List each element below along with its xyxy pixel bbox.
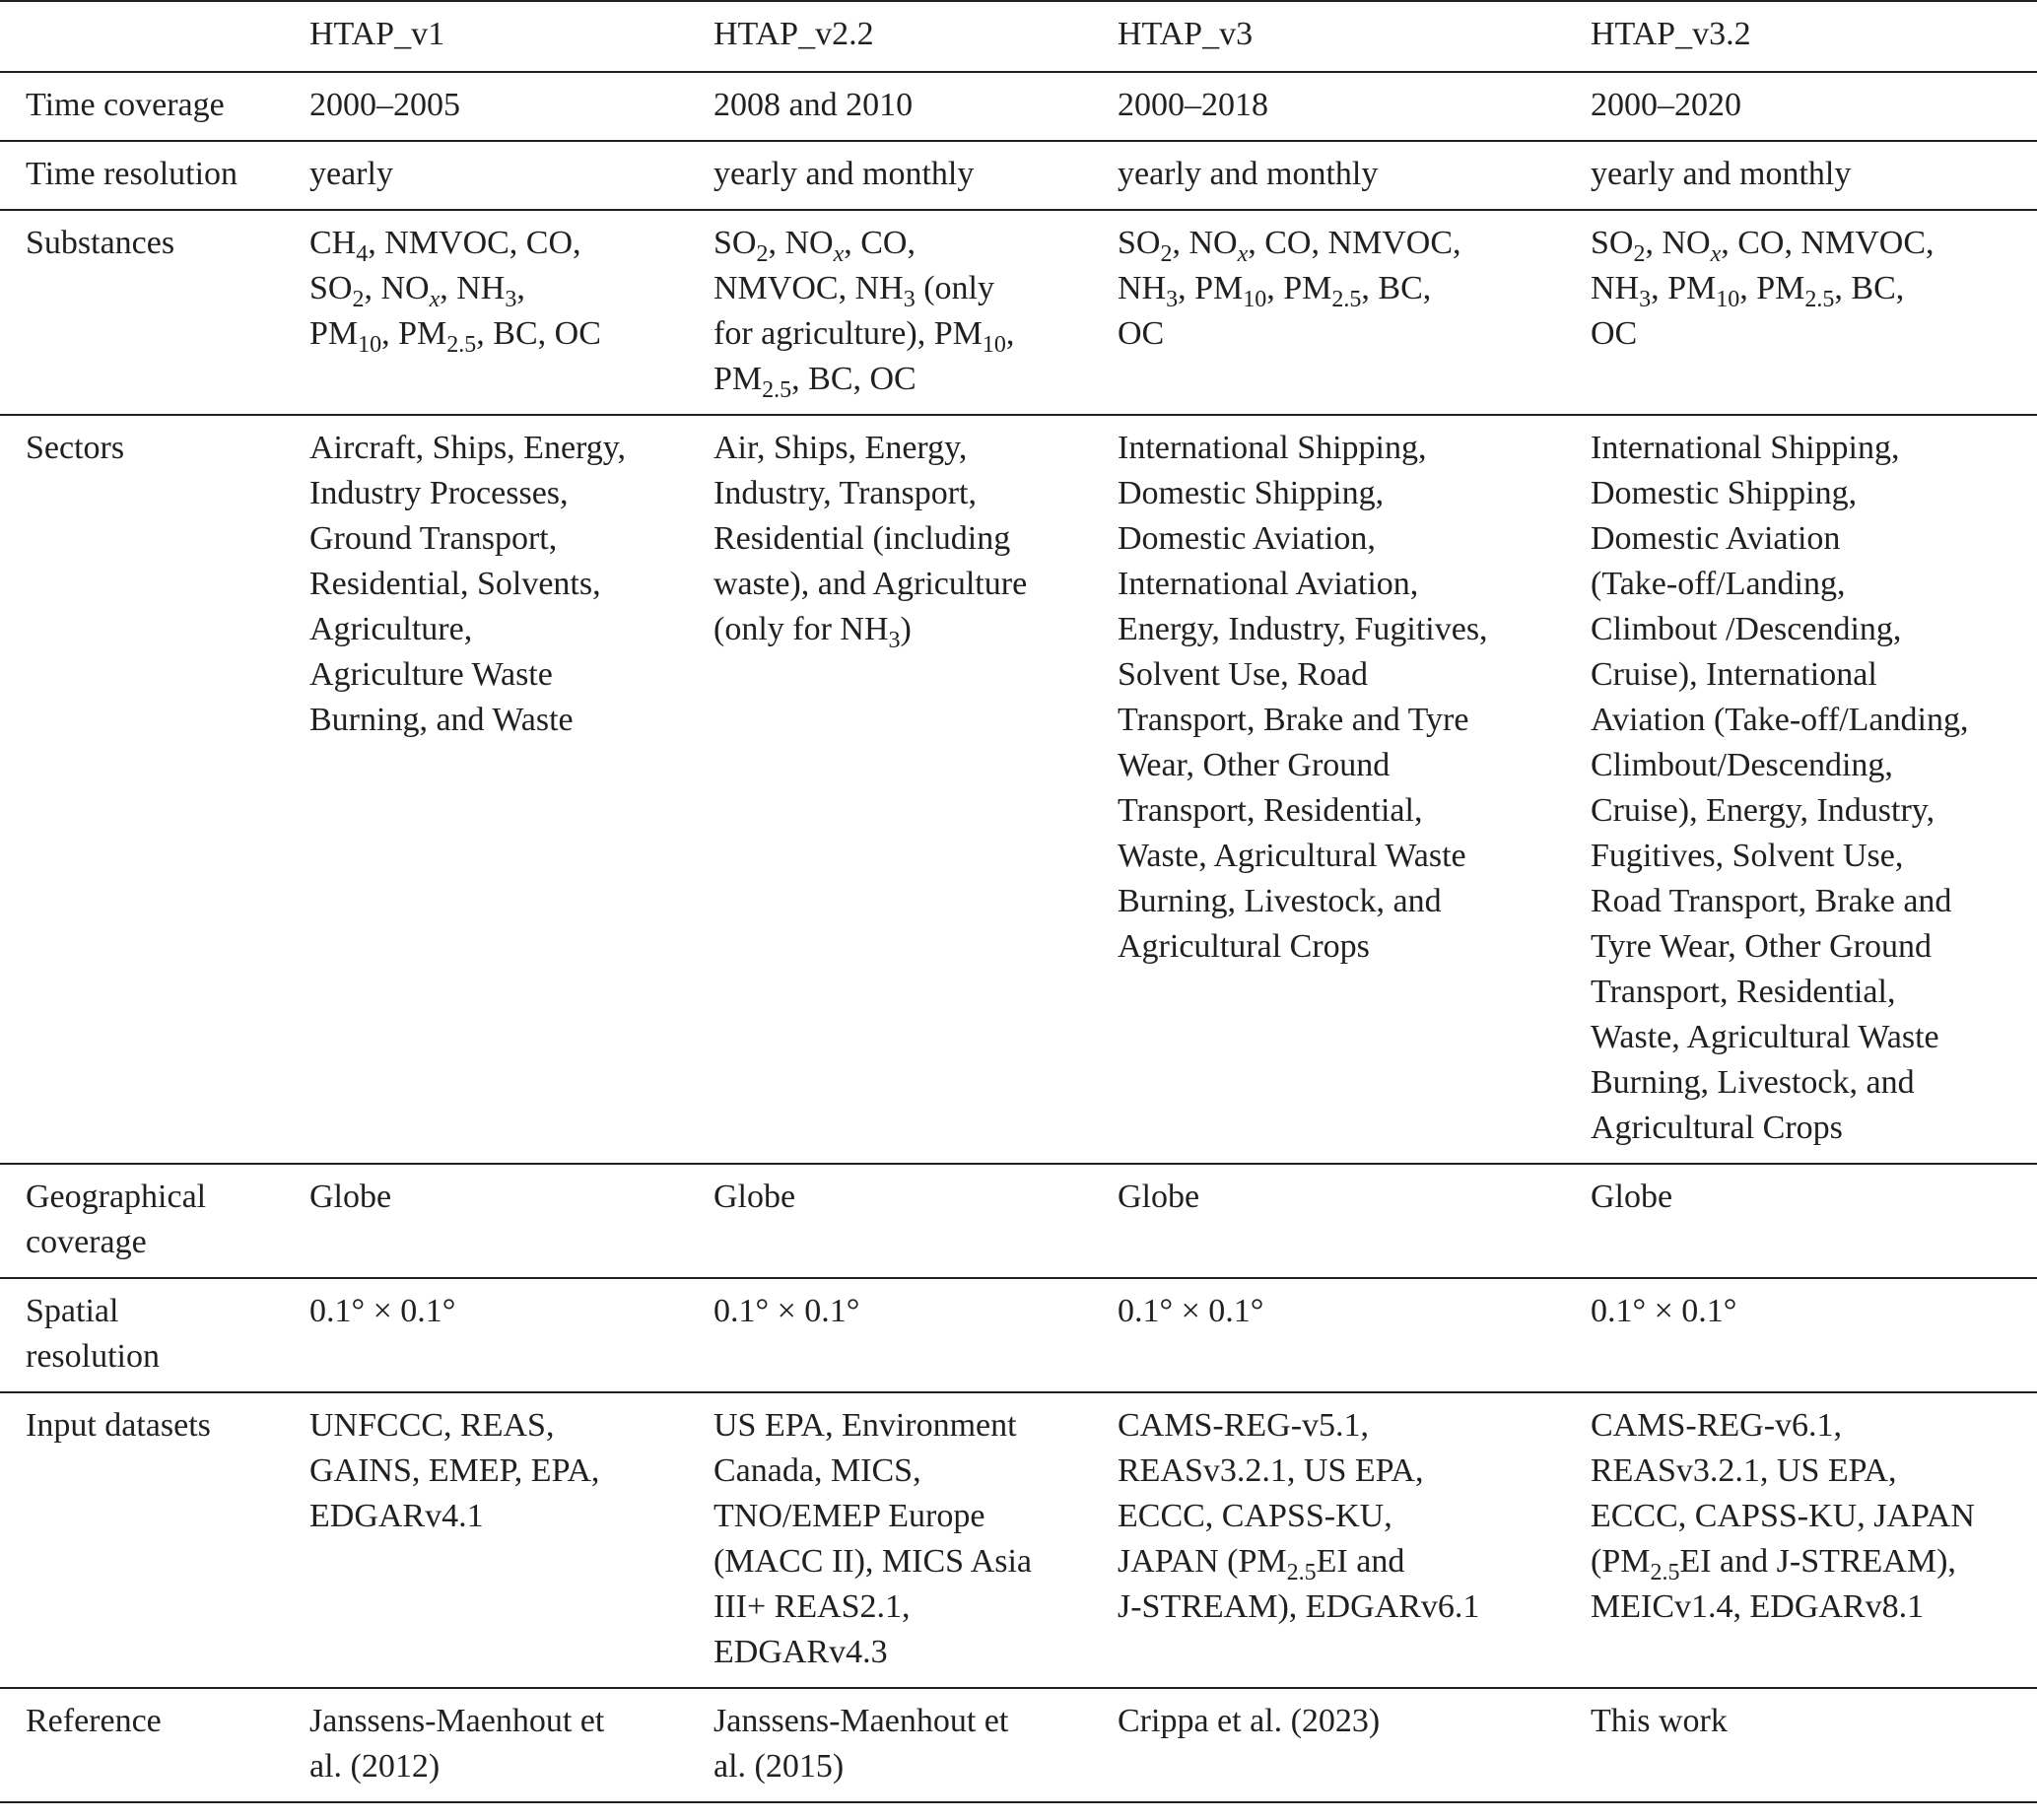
row-label: Substances (0, 210, 309, 415)
row-label: Time coverage (0, 72, 309, 141)
row-sectors (0, 415, 2037, 1164)
cell-v3: Globe (1118, 1164, 1591, 1278)
cell-v32: 2000–2020 (1591, 72, 2037, 141)
row-substances (0, 210, 2037, 415)
cell-v1: 0.1° × 0.1° (309, 1278, 713, 1392)
cell-v3: 2000–2018 (1118, 72, 1591, 141)
header-cell-htap-v2-2: HTAP_v2.2 (713, 1, 1118, 72)
cell-v3: 0.1° × 0.1° (1118, 1278, 1591, 1392)
header-cell-htap-v3: HTAP_v3 (1118, 1, 1591, 72)
cell-v22: Air, Ships, Energy, Industry, Transport, Residential (including waste), and Agriculture (only for $NH_3$) (713, 415, 1118, 1164)
row-spatial-resolution (0, 1278, 2037, 1392)
cell-v22: Janssens-Maenhout et al. (2015) (713, 1688, 1118, 1802)
cell-v1: UNFCCC, REAS, GAINS, EMEP, EPA, EDGARv4.1 (309, 1392, 713, 1688)
row-label: Time resolution (0, 141, 309, 210)
row-geographical-coverage (0, 1164, 2037, 1278)
cell-v32: International Shipping, Domestic Shipping, Domestic Aviation (Take-off/Landing, Climbout /Descending, Cruise), International Aviation (Take-off/Landing, Climbout/Descending, Cruise), Energy, Industry, Fugitives, Solvent Use, Road Transport, Brake and Tyre Wear, Other Ground Transport, Residential, Waste, Agricultural Waste Burning, Livestock, and Agricultural Crops (1591, 415, 2037, 1164)
row-time-resolution (0, 141, 2037, 210)
cell-v32: This work (1591, 1688, 2037, 1802)
cell-v1: yearly (309, 141, 713, 210)
cell-v32: Globe (1591, 1164, 2037, 1278)
header-row (0, 1, 2037, 72)
cell-v1: 2000–2005 (309, 72, 713, 141)
cell-v3: yearly and monthly (1118, 141, 1591, 210)
cell-v22: $SO_2$, $NO_x$, CO, NMVOC, $NH_3$ (only for agriculture), $PM_{10}$, $PM_{2.5}$, BC, OC (713, 210, 1118, 415)
cell-v3: Crippa et al. (2023) (1118, 1688, 1591, 1802)
row-input-datasets (0, 1392, 2037, 1688)
cell-v32: $SO_2$, $NO_x$, CO, NMVOC, $NH_3$, $PM_{10}$, $PM_{2.5}$, BC, OC (1591, 210, 2037, 415)
cell-v3: CAMS-REG-v5.1, REASv3.2.1, US EPA, ECCC, CAPSS-KU, JAPAN ($PM_{2.5}EI$ and J-STREAM), EDGARv6.1 (1118, 1392, 1591, 1688)
cell-v32: yearly and monthly (1591, 141, 2037, 210)
row-time-coverage (0, 72, 2037, 141)
cell-v1: $CH_4$, NMVOC, CO, $SO_2$, $NO_x$, $NH_3$, $PM_{10}$, $PM_{2.5}$, BC, OC (309, 210, 713, 415)
cell-v22: 2008 and 2010 (713, 72, 1118, 141)
cell-v22: US EPA, Environment Canada, MICS, TNO/EMEP Europe (MACC II), MICS Asia III+ REAS2.1, EDGARv4.3 (713, 1392, 1118, 1688)
cell-v3: International Shipping, Domestic Shipping, Domestic Aviation, International Aviation, Energy, Industry, Fugitives, Solvent Use, Road Transport, Brake and Tyre Wear, Other Ground Transport, Residential, Waste, Agricultural Waste Burning, Livestock, and Agricultural Crops (1118, 415, 1591, 1164)
cell-v32: 0.1° × 0.1° (1591, 1278, 2037, 1392)
header-cell-empty (0, 1, 309, 72)
row-reference (0, 1688, 2037, 1802)
cell-v1: Janssens-Maenhout et al. (2012) (309, 1688, 713, 1802)
row-label: Spatial resolution (0, 1278, 309, 1392)
row-label: Geographical coverage (0, 1164, 309, 1278)
header-cell-htap-v1: HTAP_v1 (309, 1, 713, 72)
cell-v1: Globe (309, 1164, 713, 1278)
header-cell-htap-v3-2: HTAP_v3.2 (1591, 1, 2037, 72)
cell-v22: yearly and monthly (713, 141, 1118, 210)
cell-v22: 0.1° × 0.1° (713, 1278, 1118, 1392)
row-label: Input datasets (0, 1392, 309, 1688)
row-label: Reference (0, 1688, 309, 1802)
row-label: Sectors (0, 415, 309, 1164)
cell-v32: CAMS-REG-v6.1, REASv3.2.1, US EPA, ECCC, CAPSS-KU, JAPAN ($PM_{2.5}EI$ and J-STREAM), MEICv1.4, EDGARv8.1 (1591, 1392, 2037, 1688)
cell-v1: Aircraft, Ships, Energy, Industry Processes, Ground Transport, Residential, Solvents, Agriculture, Agriculture Waste Burning, and Waste (309, 415, 713, 1164)
cell-v3: $SO_2$, $NO_x$, CO, NMVOC, $NH_3$, $PM_{10}$, $PM_{2.5}$, BC, OC (1118, 210, 1591, 415)
cell-v22: Globe (713, 1164, 1118, 1278)
